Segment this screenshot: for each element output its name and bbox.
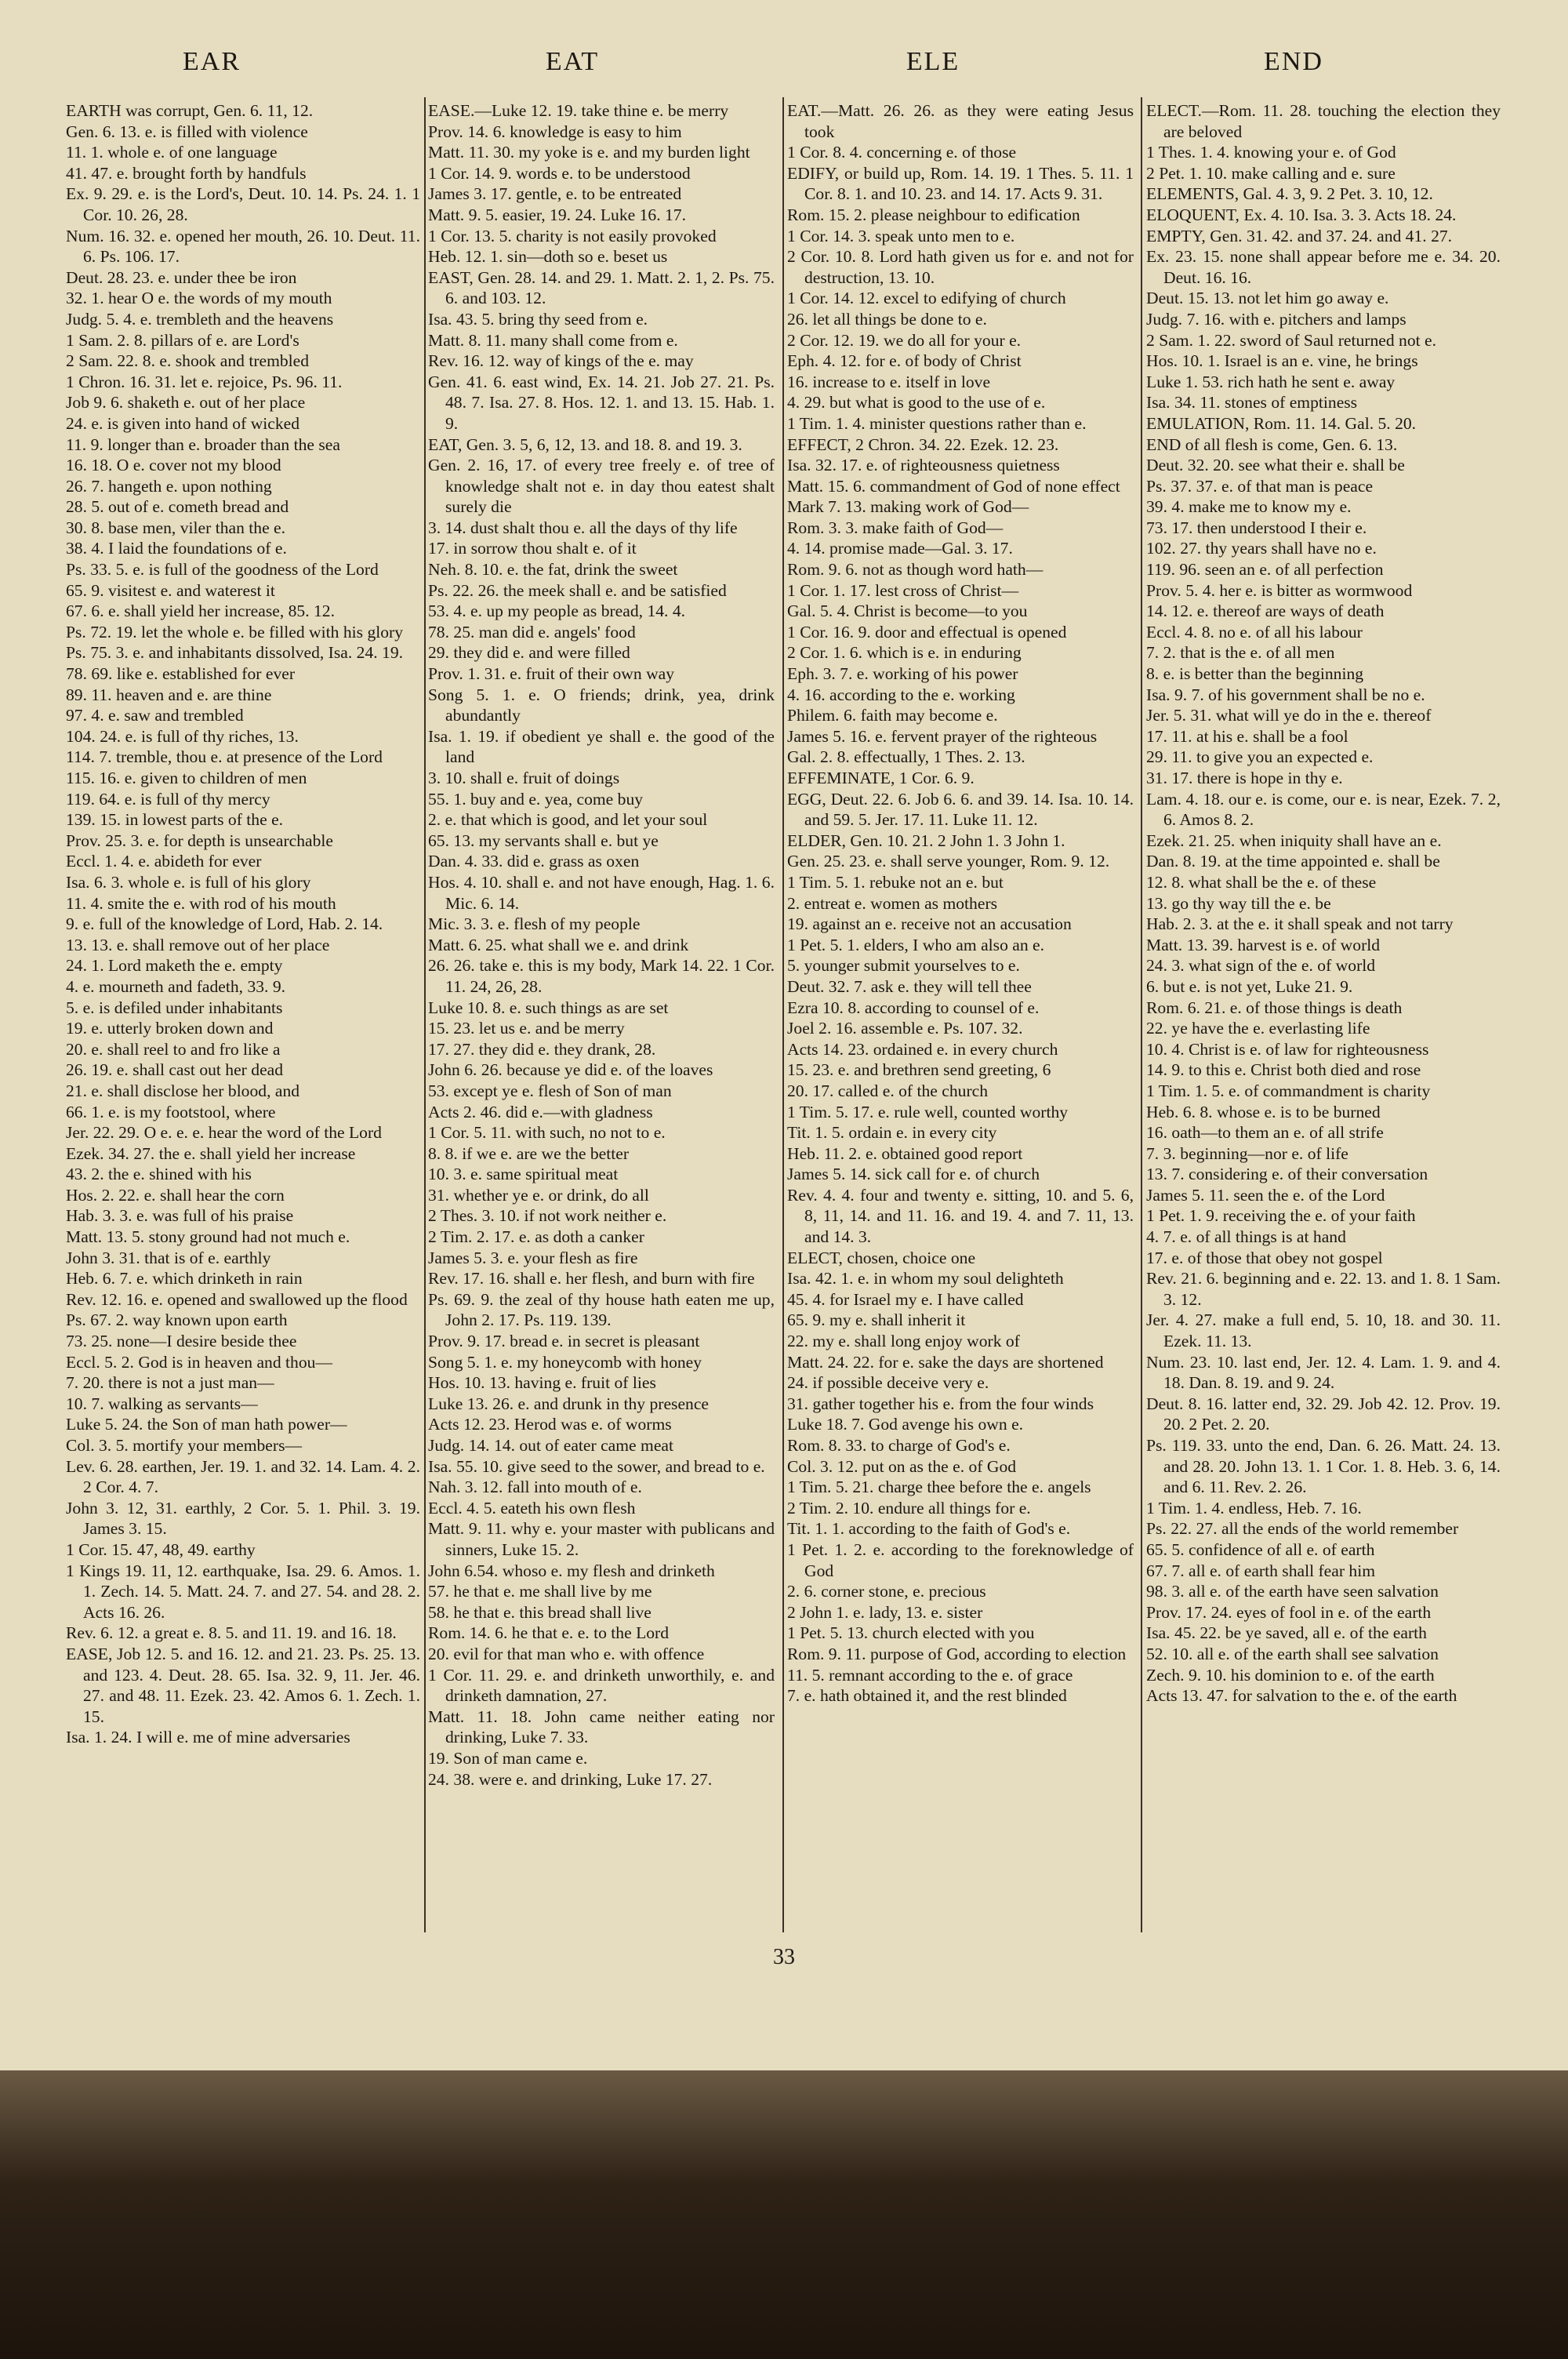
concordance-entry: Eph. 3. 7. e. working of his power	[787, 664, 1018, 684]
concordance-entry: 1 Cor. 11. 29. e. and drinketh unworthily, e. and drinketh damnation, 27.	[428, 1665, 775, 1706]
concordance-entry: Matt. 11. 18. John came neither eating nor drinking, Luke 7. 33.	[428, 1707, 775, 1747]
concordance-entry: 1 Cor. 13. 5. charity is not easily provoked	[428, 226, 717, 245]
concordance-entry: 6. but e. is not yet, Luke 21. 9.	[1146, 976, 1353, 996]
concordance-entry: 65. 9. my e. shall inherit it	[787, 1310, 966, 1330]
concordance-entry: Rom. 9. 6. not as though word hath—	[787, 560, 1044, 580]
concordance-entry: 11. 9. longer than e. broader than the sea	[66, 434, 340, 454]
concordance-entry: 20. evil for that man who e. with offence	[428, 1644, 705, 1663]
concordance-entry: 28. 5. out of e. cometh bread and	[66, 497, 289, 517]
concordance-entry: Hos. 4. 10. shall e. and not have enough, Hag. 1. 6. Mic. 6. 14.	[428, 872, 775, 913]
concordance-entry: Hab. 3. 3. e. was full of his praise	[66, 1206, 294, 1226]
concordance-entry: 24. if possible deceive very e.	[787, 1373, 989, 1393]
concordance-entry: 14. 12. e. thereof are ways of death	[1146, 602, 1385, 621]
column-2	[428, 100, 775, 1932]
concordance-entry: Ps. 72. 19. let the whole e. be filled with his glory	[66, 622, 404, 642]
header-end: END	[1264, 47, 1323, 76]
concordance-entry: 4. 7. e. of all things is at hand	[1146, 1227, 1346, 1247]
concordance-entry: Heb. 12. 1. sin—doth so e. beset us	[428, 247, 668, 267]
concordance-entry: 13. 7. considering e. of their conversation	[1146, 1165, 1428, 1184]
concordance-entry: 1 Tim. 5. 1. rebuke not an e. but	[787, 872, 1004, 892]
concordance-entry: Zech. 9. 10. his dominion to e. of the earth	[1146, 1665, 1435, 1685]
concordance-entry: 1 Cor. 14. 3. speak unto men to e.	[787, 226, 1015, 245]
concordance-entry: 1 Pet. 5. 13. church elected with you	[787, 1623, 1035, 1643]
column-4	[1146, 100, 1501, 1932]
concordance-entry: Heb. 6. 8. whose e. is to be burned	[1146, 1102, 1381, 1121]
concordance-entry: 29. they did e. and were filled	[428, 643, 630, 663]
concordance-entry: 1 Tim. 1. 4. minister questions rather than e.	[787, 413, 1087, 433]
concordance-entry: 29. 11. to give you an expected e.	[1146, 747, 1374, 767]
column-rule	[1141, 97, 1142, 1932]
concordance-entry: Isa. 9. 7. of his government shall be no e.	[1146, 685, 1425, 704]
concordance-entry: Col. 3. 5. mortify your members—	[66, 1436, 303, 1455]
concordance-entry: John 3. 31. that is of e. earthly	[66, 1248, 271, 1267]
concordance-entry: 31. 17. there is hope in thy e.	[1146, 769, 1343, 787]
concordance-entry: 3. 14. dust shalt thou e. all the days of thy life	[428, 518, 738, 537]
concordance-entry: Heb. 11. 2. e. obtained good report	[787, 1143, 1023, 1163]
concordance-entry: Ps. 119. 33. unto the end, Dan. 6. 26. Matt. 24. 13. and 28. 20. John 13. 1. 1 Cor. 1. 8. Heb. 3. 6, 14. and 6. 11. Rev. 2. 26.	[1146, 1436, 1501, 1497]
concordance-entry: Gen. 41. 6. east wind, Ex. 14. 21. Job 27. 21. Ps. 48. 7. Isa. 27. 8. Hos. 12. 1. and 13. 15. Hab. 1. 9.	[428, 372, 775, 433]
concordance-entry: 1 Thes. 1. 4. knowing your e. of God	[1146, 143, 1396, 162]
concordance-entry: Rom. 3. 3. make faith of God—	[787, 518, 1004, 537]
concordance-entry: 1 Cor. 14. 9. words e. to be understood	[428, 163, 691, 183]
concordance-entry: Luke 10. 8. e. such things as are set	[428, 998, 669, 1017]
header-ear: EAR	[183, 47, 241, 76]
concordance-entry: James 5. 16. e. fervent prayer of the righteous	[787, 726, 1098, 746]
concordance-entry: 8. 8. if we e. are we the better	[428, 1143, 630, 1163]
concordance-entry: Deut. 8. 16. latter end, 32. 29. Job 42. 12. Prov. 19. 20. 2 Pet. 2. 20.	[1146, 1394, 1501, 1434]
concordance-entry: 11. 5. remnant according to the e. of grace	[787, 1665, 1073, 1685]
concordance-entry: Isa. 45. 22. be ye saved, all e. of the earth	[1146, 1623, 1427, 1643]
concordance-entry: 67. 6. e. shall yield her increase, 85. 12.	[66, 602, 336, 621]
concordance-entry: Tit. 1. 1. according to the faith of God's e.	[787, 1519, 1071, 1539]
concordance-entry: 17. 11. at his e. shall be a fool	[1146, 726, 1348, 746]
concordance-entry: Gen. 25. 23. e. shall serve younger, Rom. 9. 12.	[787, 852, 1110, 871]
concordance-entry: 2 Sam. 22. 8. e. shook and trembled	[66, 351, 310, 371]
concordance-entry: 30. 8. base men, viler than the e.	[66, 518, 286, 537]
concordance-entry: 10. 7. walking as servants—	[66, 1394, 258, 1413]
concordance-entry: 20. 17. called e. of the church	[787, 1081, 989, 1100]
concordance-entry: Rom. 8. 33. to charge of God's e.	[787, 1436, 1011, 1455]
concordance-entry: Hos. 2. 22. e. shall hear the corn	[66, 1185, 285, 1205]
concordance-entry: 2 Tim. 2. 17. e. as doth a canker	[428, 1227, 644, 1247]
concordance-entry: EAT.—Matt. 26. 26. as they were eating Jesus took	[787, 101, 1134, 141]
concordance-entry: Matt. 8. 11. many shall come from e.	[428, 330, 678, 350]
concordance-entry: 11. 4. smite the e. with rod of his mouth	[66, 893, 336, 913]
concordance-entry: 139. 15. in lowest parts of the e.	[66, 810, 284, 830]
concordance-entry: Deut. 32. 7. ask e. they will tell thee	[787, 976, 1032, 996]
concordance-entry: 3. 10. shall e. fruit of doings	[428, 769, 620, 787]
concordance-entry: 102. 27. thy years shall have no e.	[1146, 539, 1377, 558]
concordance-entry: 16. increase to e. itself in love	[787, 372, 991, 391]
concordance-entry: Joel 2. 16. assemble e. Ps. 107. 32.	[787, 1019, 1023, 1038]
concordance-entry: John 6. 26. because ye did e. of the loaves	[428, 1060, 713, 1080]
concordance-entry: 12. 8. what shall be the e. of these	[1146, 872, 1377, 892]
concordance-entry: 26. 26. take e. this is my body, Mark 14. 22. 1 Cor. 11. 24, 26, 28.	[428, 956, 775, 996]
concordance-entry: John 3. 12, 31. earthly, 2 Cor. 5. 1. Phil. 3. 19. James 3. 15.	[66, 1498, 420, 1539]
concordance-entry: 53. except ye e. flesh of Son of man	[428, 1081, 672, 1100]
concordance-entry: James 5. 14. sick call for e. of church	[787, 1165, 1040, 1184]
concordance-entry: 98. 3. all e. of the earth have seen salvation	[1146, 1582, 1439, 1601]
concordance-entry: 1 Tim. 5. 21. charge thee before the e. angels	[787, 1478, 1091, 1497]
concordance-entry: Acts 12. 23. Herod was e. of worms	[428, 1415, 672, 1434]
concordance-entry: Ps. 75. 3. e. and inhabitants dissolved, Isa. 24. 19.	[66, 643, 404, 663]
concordance-entry: 13. go thy way till the e. be	[1146, 893, 1331, 913]
column-3	[787, 100, 1134, 1932]
concordance-entry: 41. 47. e. brought forth by handfuls	[66, 163, 307, 183]
concordance-entry: 1 Tim. 5. 17. e. rule well, counted worthy	[787, 1102, 1069, 1121]
concordance-entry: 1 Tim. 1. 5. e. of commandment is charity	[1146, 1081, 1431, 1100]
concordance-entry: Isa. 1. 19. if obedient ye shall e. the good of the land	[428, 726, 775, 767]
concordance-entry: 4. 29. but what is good to the use of e.	[787, 393, 1046, 413]
concordance-entry: Nah. 3. 12. fall into mouth of e.	[428, 1478, 642, 1497]
concordance-entry: Ezra 10. 8. according to counsel of e.	[787, 998, 1040, 1017]
concordance-entry: 20. e. shall reel to and fro like a	[66, 1039, 281, 1059]
concordance-entry: 11. 1. whole e. of one language	[66, 143, 278, 162]
concordance-entry: Matt. 13. 5. stony ground had not much e.	[66, 1227, 350, 1247]
concordance-entry: 1 Tim. 1. 4. endless, Heb. 7. 16.	[1146, 1498, 1362, 1518]
concordance-entry: 7. 3. beginning—nor e. of life	[1146, 1143, 1348, 1163]
concordance-entry: 17. e. of those that obey not gospel	[1146, 1248, 1383, 1267]
concordance-entry: ELDER, Gen. 10. 21. 2 John 1. 3 John 1.	[787, 831, 1065, 850]
concordance-entry: Isa. 1. 24. I will e. me of mine adversaries	[66, 1728, 350, 1747]
concordance-entry: Jer. 22. 29. O e. e. e. hear the word of the Lord	[66, 1123, 382, 1143]
concordance-entry: Eccl. 1. 4. e. abideth for ever	[66, 852, 262, 871]
concordance-entry: 1 Cor. 15. 47, 48, 49. earthy	[66, 1539, 256, 1559]
concordance-entry: 2 Cor. 1. 6. which is e. in enduring	[787, 643, 1022, 663]
concordance-entry: Judg. 14. 14. out of eater came meat	[428, 1436, 674, 1455]
concordance-entry: 1 Cor. 5. 11. with such, no not to e.	[428, 1123, 666, 1143]
concordance-entry: Eccl. 4. 8. no e. of all his labour	[1146, 622, 1363, 642]
concordance-entry: 17. in sorrow thou shalt e. of it	[428, 539, 637, 558]
concordance-entry: 7. e. hath obtained it, and the rest blinded	[787, 1686, 1067, 1706]
concordance-entry: ELOQUENT, Ex. 4. 10. Isa. 3. 3. Acts 18. 24.	[1146, 205, 1457, 224]
concordance-entry: 22. my e. shall long enjoy work of	[787, 1332, 1020, 1351]
concordance-entry: Isa. 34. 11. stones of emptiness	[1146, 393, 1358, 413]
page-number: 33	[773, 1945, 795, 1969]
concordance-entry: 43. 2. the e. shined with his	[66, 1165, 252, 1184]
concordance-entry: Luke 1. 53. rich hath he sent e. away	[1146, 372, 1396, 391]
concordance-entry: 14. 9. to this e. Christ both died and rose	[1146, 1060, 1421, 1080]
concordance-entry: EMULATION, Rom. 11. 14. Gal. 5. 20.	[1146, 413, 1417, 433]
concordance-entry: Rom. 9. 11. purpose of God, according to election	[787, 1644, 1127, 1663]
concordance-entry: Isa. 42. 1. e. in whom my soul delighteth	[787, 1269, 1064, 1289]
concordance-entry: 1 Sam. 2. 8. pillars of e. are Lord's	[66, 330, 299, 350]
concordance-entry: EARTH was corrupt, Gen. 6. 11, 12.	[66, 101, 314, 120]
concordance-entry: 2. e. that which is good, and let your soul	[428, 810, 708, 830]
concordance-entry: Song 5. 1. e. O friends; drink, yea, drink abundantly	[428, 685, 775, 725]
concordance-entry: 2 Thes. 3. 10. if not work neither e.	[428, 1206, 667, 1226]
concordance-entry: 2 Cor. 10. 8. Lord hath given us for e. and not for destruction, 13. 10.	[787, 247, 1134, 287]
concordance-entry: Jer. 4. 27. make a full end, 5. 10, 18. and 30. 11. Ezek. 11. 13.	[1146, 1310, 1501, 1351]
concordance-entry: James 5. 3. e. your flesh as fire	[428, 1248, 638, 1267]
concordance-entry: Ps. 22. 26. the meek shall e. and be satisfied	[428, 580, 727, 600]
concordance-entry: 4. e. mourneth and fadeth, 33. 9.	[66, 976, 286, 996]
concordance-entry: 31. gather together his e. from the four winds	[787, 1394, 1094, 1413]
concordance-entry: 5. younger submit yourselves to e.	[787, 956, 1020, 976]
concordance-entry: 1 Cor. 16. 9. door and effectual is opened	[787, 622, 1067, 642]
concordance-entry: 24. 1. Lord maketh the e. empty	[66, 956, 283, 976]
concordance-entry: 24. e. is given into hand of wicked	[66, 413, 300, 433]
concordance-entry: 26. 19. e. shall cast out her dead	[66, 1060, 284, 1080]
concordance-entry: 1 Cor. 8. 4. concerning e. of those	[787, 143, 1017, 162]
concordance-entry: 9. e. full of the knowledge of Lord, Hab. 2. 14.	[66, 914, 383, 934]
concordance-entry: Ezek. 21. 25. when iniquity shall have an e.	[1146, 831, 1442, 850]
concordance-entry: Gen. 6. 13. e. is filled with violence	[66, 122, 308, 141]
concordance-entry: 32. 1. hear O e. the words of my mouth	[66, 289, 332, 308]
concordance-entry: 2 Tim. 2. 10. endure all things for e.	[787, 1498, 1031, 1518]
concordance-entry: 1 Pet. 5. 1. elders, I who am also an e.	[787, 935, 1045, 954]
concordance-entry: Ps. 67. 2. way known upon earth	[66, 1310, 288, 1330]
concordance-entry: Isa. 43. 5. bring thy seed from e.	[428, 309, 648, 329]
concordance-entry: Rev. 4. 4. four and twenty e. sitting, 10. and 5. 6, 8, 11, 14. and 11. 16. and 19. 4. and 7. 11, 13. and 14. 3.	[787, 1185, 1134, 1247]
concordance-entry: 26. 7. hangeth e. upon nothing	[66, 476, 272, 496]
concordance-entry: Ps. 22. 27. all the ends of the world remember	[1146, 1519, 1459, 1539]
concordance-entry: Num. 16. 32. e. opened her mouth, 26. 10. Deut. 11. 6. Ps. 106. 17.	[66, 226, 420, 267]
concordance-entry: Mic. 3. 3. e. flesh of my people	[428, 914, 641, 934]
concordance-entry: EDIFY, or build up, Rom. 14. 19. 1 Thes. 5. 11. 1 Cor. 8. 1. and 10. 23. and 14. 17. Acts 9. 31.	[787, 163, 1134, 204]
concordance-entry: Judg. 5. 4. e. trembleth and the heavens	[66, 309, 334, 329]
concordance-entry: 55. 1. buy and e. yea, come buy	[428, 789, 644, 809]
concordance-entry: 115. 16. e. given to children of men	[66, 769, 307, 787]
concordance-entry: Ex. 23. 15. none shall appear before me e. 34. 20. Deut. 16. 16.	[1146, 247, 1501, 287]
concordance-entry: 10. 3. e. same spiritual meat	[428, 1165, 619, 1184]
concordance-entry: Gal. 2. 8. effectually, 1 Thes. 2. 13.	[787, 747, 1025, 767]
concordance-entry: Luke 18. 7. God avenge his own e.	[787, 1415, 1024, 1434]
concordance-entry: 17. 27. they did e. they drank, 28.	[428, 1039, 656, 1059]
concordance-entry: Matt. 9. 11. why e. your master with publicans and sinners, Luke 15. 2.	[428, 1519, 775, 1559]
concordance-entry: 65. 5. confidence of all e. of earth	[1146, 1539, 1375, 1559]
concordance-entry: END of all flesh is come, Gen. 6. 13.	[1146, 434, 1398, 454]
concordance-entry: 39. 4. make me to know my e.	[1146, 497, 1352, 517]
concordance-entry: 1 Chron. 16. 31. let e. rejoice, Ps. 96. 11.	[66, 372, 343, 391]
concordance-entry: 10. 4. Christ is e. of law for righteousness	[1146, 1039, 1429, 1059]
concordance-entry: 8. e. is better than the beginning	[1146, 664, 1364, 684]
concordance-entry: 1 Cor. 1. 17. lest cross of Christ—	[787, 580, 1019, 600]
concordance-entry: 65. 9. visitest e. and waterest it	[66, 580, 275, 600]
concordance-entry: 22. ye have the e. everlasting life	[1146, 1019, 1370, 1038]
concordance-entry: Gen. 2. 16, 17. of every tree freely e. of tree of knowledge shalt not e. in day thou eatest shalt surely die	[428, 456, 775, 517]
concordance-entry: Jer. 5. 31. what will ye do in the e. thereof	[1146, 706, 1432, 725]
concordance-entry: Ps. 69. 9. the zeal of thy house hath eaten me up, John 2. 17. Ps. 119. 139.	[428, 1289, 775, 1330]
concordance-entry: James 3. 17. gentle, e. to be entreated	[428, 184, 682, 204]
header-ele: ELE	[906, 47, 960, 76]
concordance-entry: Heb. 6. 7. e. which drinketh in rain	[66, 1269, 303, 1289]
concordance-entry: Deut. 28. 23. e. under thee be iron	[66, 267, 297, 287]
concordance-entry: Eph. 4. 12. for e. of body of Christ	[787, 351, 1022, 371]
concordance-entry: Matt. 9. 5. easier, 19. 24. Luke 16. 17.	[428, 205, 686, 224]
concordance-entry: ELECT, chosen, choice one	[787, 1248, 976, 1267]
concordance-entry: Matt. 24. 22. for e. sake the days are shortened	[787, 1352, 1104, 1372]
concordance-entry: 16. oath—to them an e. of all strife	[1146, 1123, 1384, 1143]
concordance-entry: Dan. 4. 33. did e. grass as oxen	[428, 852, 640, 871]
concordance-entry: 4. 14. promise made—Gal. 3. 17.	[787, 539, 1013, 558]
concordance-entry: 4. 16. according to the e. working	[787, 685, 1015, 704]
concordance-entry: 78. 25. man did e. angels' food	[428, 622, 636, 642]
concordance-entry: 2 Cor. 12. 19. we do all for your e.	[787, 330, 1022, 350]
column-1	[66, 100, 420, 1932]
concordance-entry: 13. 13. e. shall remove out of her place	[66, 935, 330, 954]
concordance-entry: EAST, Gen. 28. 14. and 29. 1. Matt. 2. 1, 2. Ps. 75. 6. and 103. 12.	[428, 267, 775, 308]
concordance-entry: 2 Pet. 1. 10. make calling and e. sure	[1146, 163, 1396, 183]
concordance-entry: Acts 13. 47. for salvation to the e. of the earth	[1146, 1686, 1457, 1706]
concordance-entry: 2 John 1. e. lady, 13. e. sister	[787, 1602, 983, 1622]
concordance-entry: 97. 4. e. saw and trembled	[66, 706, 244, 725]
running-headers	[55, 47, 1521, 86]
concordance-entry: 1 Pet. 1. 2. e. according to the foreknowledge of God	[787, 1539, 1134, 1580]
concordance-entry: 31. whether ye e. or drink, do all	[428, 1185, 649, 1205]
concordance-entry: Rev. 12. 16. e. opened and swallowed up the flood	[66, 1289, 408, 1309]
concordance-entry: 19. e. utterly broken down and	[66, 1019, 274, 1038]
concordance-entry: Prov. 25. 3. e. for depth is unsearchable	[66, 831, 334, 850]
concordance-entry: Acts 2. 46. did e.—with gladness	[428, 1102, 653, 1121]
concordance-entry: 5. e. is defiled under inhabitants	[66, 998, 283, 1017]
concordance-entry: 53. 4. e. up my people as bread, 14. 4.	[428, 602, 686, 621]
concordance-entry: EASE, Job 12. 5. and 16. 12. and 21. 23. Ps. 25. 13. and 123. 4. Deut. 28. 65. Isa. 32. 9, 11. Jer. 46. 27. and 48. 11. Ezek. 23. 42. Amos 6. 1. Zech. 1. 15.	[66, 1644, 420, 1726]
concordance-entry: Deut. 15. 13. not let him go away e.	[1146, 289, 1389, 308]
concordance-entry: Isa. 32. 17. e. of righteousness quietness	[787, 456, 1060, 475]
concordance-entry: 104. 24. e. is full of thy riches, 13.	[66, 726, 299, 746]
concordance-entry: Tit. 1. 5. ordain e. in every city	[787, 1123, 997, 1143]
concordance-entry: EASE.—Luke 12. 19. take thine e. be merry	[428, 101, 729, 120]
concordance-entry: Prov. 14. 6. knowledge is easy to him	[428, 122, 682, 141]
concordance-entry: 89. 11. heaven and e. are thine	[66, 685, 272, 704]
concordance-entry: 67. 7. all e. of earth shall fear him	[1146, 1561, 1376, 1580]
concordance-entry: Matt. 11. 30. my yoke is e. and my burden light	[428, 143, 750, 162]
concordance-entry: Rev. 16. 12. way of kings of the e. may	[428, 351, 694, 371]
concordance-entry: Hos. 10. 13. having e. fruit of lies	[428, 1373, 656, 1393]
concordance-entry: 26. let all things be done to e.	[787, 309, 987, 329]
concordance-entry: 21. e. shall disclose her blood, and	[66, 1081, 300, 1100]
concordance-entry: Lam. 4. 18. our e. is come, our e. is near, Ezek. 7. 2, 6. Amos 8. 2.	[1146, 789, 1501, 830]
concordance-entry: Matt. 15. 6. commandment of God of none effect	[787, 476, 1120, 496]
concordance-entry: Neh. 8. 10. e. the fat, drink the sweet	[428, 560, 678, 580]
concordance-entry: Hos. 10. 1. Israel is an e. vine, he brings	[1146, 351, 1418, 371]
concordance-entry: Rev. 6. 12. a great e. 8. 5. and 11. 19. and 16. 18.	[66, 1623, 397, 1643]
concordance-entry: 78. 69. like e. established for ever	[66, 664, 296, 684]
concordance-entry: Isa. 55. 10. give seed to the sower, and bread to e.	[428, 1456, 765, 1476]
concordance-entry: Rev. 21. 6. beginning and e. 22. 13. and 1. 8. 1 Sam. 3. 12.	[1146, 1269, 1501, 1309]
concordance-entry: Prov. 5. 4. her e. is bitter as wormwood	[1146, 580, 1413, 600]
concordance-entry: ELEMENTS, Gal. 4. 3, 9. 2 Pet. 3. 10, 12.	[1146, 184, 1433, 204]
concordance-entry: Ezek. 34. 27. the e. shall yield her increase	[66, 1143, 356, 1163]
concordance-entry: Rom. 6. 21. e. of those things is death	[1146, 998, 1403, 1017]
concordance-entry: 15. 23. e. and brethren send greeting, 6	[787, 1060, 1051, 1080]
concordance-entry: EMPTY, Gen. 31. 42. and 37. 24. and 41. 27.	[1146, 226, 1453, 245]
concordance-entry: 2. 6. corner stone, e. precious	[787, 1582, 986, 1601]
concordance-entry: Lev. 6. 28. earthen, Jer. 19. 1. and 32. 14. Lam. 4. 2. 2 Cor. 4. 7.	[66, 1456, 420, 1497]
concordance-entry: Rom. 15. 2. please neighbour to edification	[787, 205, 1080, 224]
concordance-entry: 119. 96. seen an e. of all perfection	[1146, 560, 1384, 580]
concordance-entry: 73. 17. then understood I their e.	[1146, 518, 1367, 537]
concordance-entry: 1 Kings 19. 11, 12. earthquake, Isa. 29. 6. Amos. 1. 1. Zech. 14. 5. Matt. 24. 7. and 27. 54. and 28. 2. Acts 16. 26.	[66, 1561, 420, 1622]
concordance-entry: EFFECT, 2 Chron. 34. 22. Ezek. 12. 23.	[787, 434, 1059, 454]
column-rule	[424, 97, 426, 1932]
concordance-entry: 66. 1. e. is my footstool, where	[66, 1102, 276, 1121]
concordance-entry: Eccl. 4. 5. eateth his own flesh	[428, 1498, 636, 1518]
concordance-entry: Deut. 32. 20. see what their e. shall be	[1146, 456, 1405, 475]
concordance-entry: 114. 7. tremble, thou e. at presence of the Lord	[66, 747, 383, 767]
concordance-entry: John 6.54. whoso e. my flesh and drinketh	[428, 1561, 715, 1580]
concordance-entry: Song 5. 1. e. my honeycomb with honey	[428, 1352, 702, 1372]
concordance-entry: Rom. 14. 6. he that e. e. to the Lord	[428, 1623, 670, 1643]
concordance-entry: Prov. 17. 24. eyes of fool in e. of the earth	[1146, 1602, 1432, 1622]
concordance-entry: Judg. 7. 16. with e. pitchers and lamps	[1146, 309, 1406, 329]
concordance-entry: Rev. 17. 16. shall e. her flesh, and burn with fire	[428, 1269, 755, 1289]
concordance-entry: 19. Son of man came e.	[428, 1748, 588, 1768]
page-edge-shadow	[0, 2070, 1568, 2359]
concordance-entry: 2 Sam. 1. 22. sword of Saul returned not e.	[1146, 330, 1437, 350]
concordance-entry: Job 9. 6. shaketh e. out of her place	[66, 393, 306, 413]
column-rule	[782, 97, 784, 1932]
concordance-entry: ELECT.—Rom. 11. 28. touching the election they are beloved	[1146, 101, 1501, 141]
concordance-entry: 1 Cor. 14. 12. excel to edifying of church	[787, 289, 1066, 308]
concordance-entry: 2. entreat e. women as mothers	[787, 893, 998, 913]
concordance-entry: 7. 2. that is the e. of all men	[1146, 643, 1335, 663]
concordance-entry: Col. 3. 12. put on as the e. of God	[787, 1456, 1017, 1476]
concordance-entry: Philem. 6. faith may become e.	[787, 706, 998, 725]
concordance-entry: 38. 4. I laid the foundations of e.	[66, 539, 287, 558]
concordance-entry: Luke 5. 24. the Son of man hath power—	[66, 1415, 347, 1434]
concordance-entry: Gal. 5. 4. Christ is become—to you	[787, 602, 1028, 621]
concordance-entry: 45. 4. for Israel my e. I have called	[787, 1289, 1024, 1309]
concordance-entry: 52. 10. all e. of the earth shall see salvation	[1146, 1644, 1439, 1663]
concordance-entry: EFFEMINATE, 1 Cor. 6. 9.	[787, 769, 975, 787]
concordance-entry: 24. 38. were e. and drinking, Luke 17. 27.	[428, 1769, 713, 1789]
concordance-entry: Ex. 9. 29. e. is the Lord's, Deut. 10. 14. Ps. 24. 1. 1 Cor. 10. 26, 28.	[66, 184, 420, 224]
concordance-entry: 1 Pet. 1. 9. receiving the e. of your faith	[1146, 1206, 1416, 1226]
concordance-entry: Acts 14. 23. ordained e. in every church	[787, 1039, 1058, 1059]
concordance-entry: James 5. 11. seen the e. of the Lord	[1146, 1185, 1385, 1205]
concordance-entry: Matt. 6. 25. what shall we e. and drink	[428, 935, 689, 954]
concordance-entry: Eccl. 5. 2. God is in heaven and thou—	[66, 1352, 333, 1372]
concordance-entry: Ps. 37. 37. e. of that man is peace	[1146, 476, 1374, 496]
concordance-entry: 73. 25. none—I desire beside thee	[66, 1332, 297, 1351]
concordance-entry: Hab. 2. 3. at the e. it shall speak and not tarry	[1146, 914, 1454, 934]
concordance-entry: 57. he that e. me shall live by me	[428, 1582, 652, 1601]
concordance-entry: 15. 23. let us e. and be merry	[428, 1019, 625, 1038]
concordance-entry: 119. 64. e. is full of thy mercy	[66, 789, 270, 809]
concordance-entry: EAT, Gen. 3. 5, 6, 12, 13. and 18. 8. and 19. 3.	[428, 434, 742, 454]
concordance-entry: Num. 23. 10. last end, Jer. 12. 4. Lam. 1. 9. and 4. 18. Dan. 8. 19. and 9. 24.	[1146, 1352, 1501, 1393]
concordance-entry: Prov. 1. 31. e. fruit of their own way	[428, 664, 675, 684]
concordance-entry: Dan. 8. 19. at the time appointed e. shall be	[1146, 852, 1440, 871]
concordance-entry: 58. he that e. this bread shall live	[428, 1602, 652, 1622]
concordance-entry: Prov. 9. 17. bread e. in secret is pleasant	[428, 1332, 700, 1351]
concordance-entry: Isa. 6. 3. whole e. is full of his glory	[66, 872, 311, 892]
concordance-entry: 16. 18. O e. cover not my blood	[66, 456, 281, 475]
concordance-entry: Luke 13. 26. e. and drunk in thy presence	[428, 1394, 709, 1413]
concordance-entry: 65. 13. my servants shall e. but ye	[428, 831, 659, 850]
header-eat: EAT	[545, 47, 600, 76]
concordance-entry: 19. against an e. receive not an accusation	[787, 914, 1072, 934]
concordance-entry: Mark 7. 13. making work of God—	[787, 497, 1029, 517]
concordance-entry: 24. 3. what sign of the e. of world	[1146, 956, 1376, 976]
concordance-entry: Ps. 33. 5. e. is full of the goodness of the Lord	[66, 560, 379, 580]
concordance-entry: EGG, Deut. 22. 6. Job 6. 6. and 39. 14. Isa. 10. 14. and 59. 5. Jer. 17. 11. Luke 11. 12.	[787, 789, 1134, 830]
concordance-entry: Matt. 13. 39. harvest is e. of world	[1146, 935, 1381, 954]
concordance-entry: 7. 20. there is not a just man—	[66, 1373, 274, 1393]
